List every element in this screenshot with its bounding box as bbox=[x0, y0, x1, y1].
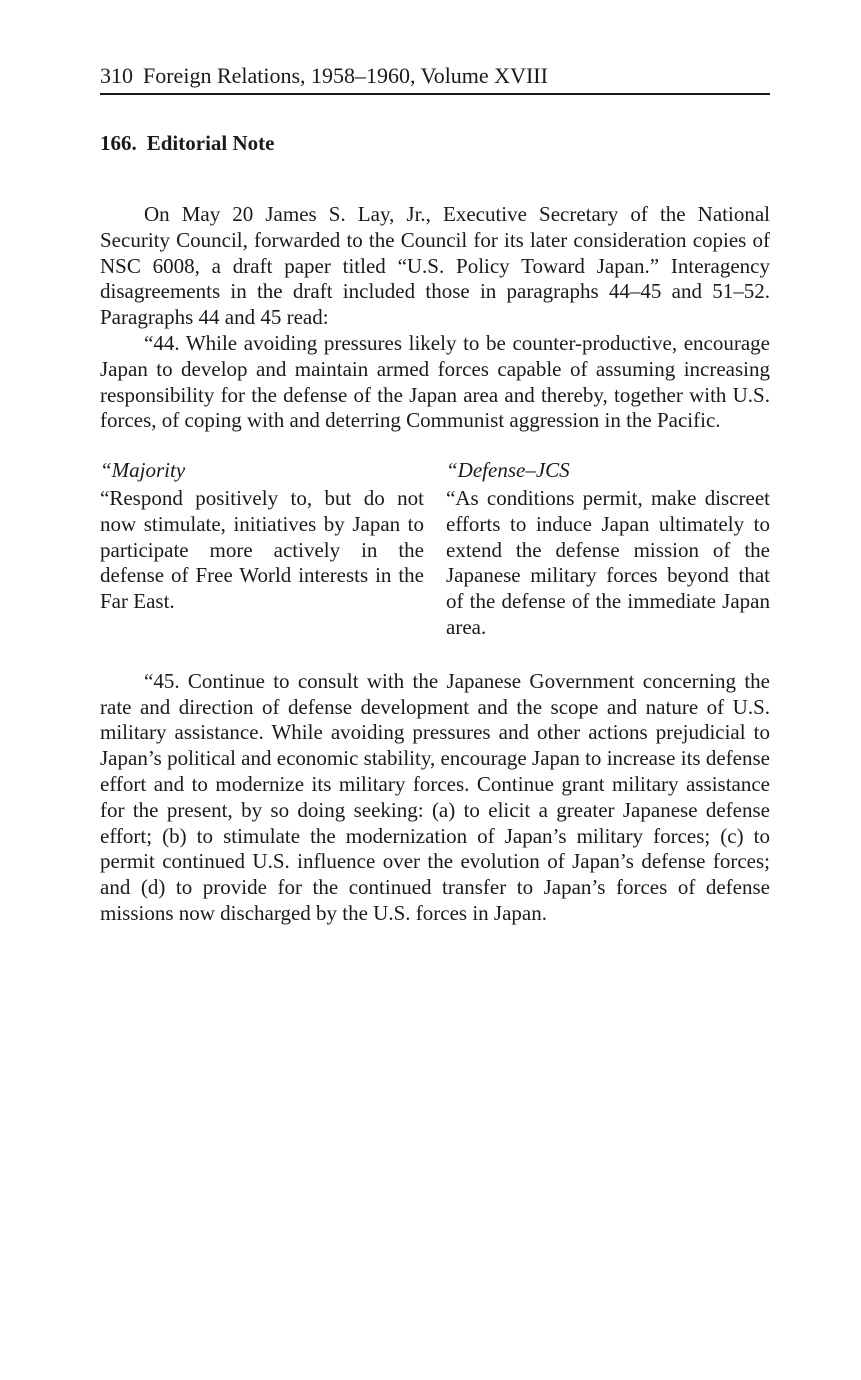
document-page bbox=[100, 62, 770, 927]
intro-paragraph: On May 20 James S. Lay, Jr., Executive Secretary of the National Security Council, forwarded to the Council for its later consideration copies of NSC 6008, a draft paper titled “U.S. Policy Toward Japan.” Interagency disagreements in the draft included those in paragraphs 44–45 and 51–52. Paragraphs 44 and 45 read: bbox=[100, 202, 770, 330]
running-head bbox=[100, 62, 770, 95]
document-title: Editorial Note bbox=[146, 131, 275, 155]
majority-text: “Respond positively to, but do not now stimulate, initiatives by Japan to participate more actively in the defense of Free World interests in the Far East. bbox=[100, 485, 424, 614]
majority-column bbox=[100, 458, 424, 641]
document-number: 166. bbox=[100, 131, 137, 155]
majority-label: “Majority bbox=[100, 458, 186, 483]
defense-jcs-text: “As conditions permit, make discreet efforts to induce Japan ultimately to extend the defense mission of the Japanese military forces beyond that of the defense of the immediate Japan area. bbox=[446, 485, 770, 639]
paragraph-44: “44. While avoiding pressures likely to be counter-productive, encourage Japan to develop and maintain armed forces capable of assuming increasing responsibility for the defense of the Japan area and thereby, together with U.S. forces, of coping with and deterring Communist aggression in the Pacific. bbox=[100, 330, 770, 433]
defense-jcs-column bbox=[446, 458, 770, 641]
page-number: 310 bbox=[100, 63, 133, 88]
document-body bbox=[100, 202, 770, 927]
volume-title: Foreign Relations, 1958–1960, Volume XVIII bbox=[143, 63, 548, 88]
split-positions bbox=[100, 458, 770, 641]
document-heading bbox=[100, 129, 770, 157]
paragraph-45: “45. Continue to consult with the Japanese Government concerning the rate and direction of defense development and the scope and nature of U.S. military assistance. While avoiding pressures and other actions prejudicial to Japan’s political and economic stability, encourage Japan to increase its defense effort and to modernize its military forces. Continue grant military assistance for the present, by so doing seeking: (a) to elicit a greater Japanese defense effort; (b) to stimulate the modernization of Japan’s military forces; (c) to permit continued U.S. influence over the evolution of Japan’s defense forces; and (d) to provide for the continued transfer to Japan’s forces of defense missions now discharged by the U.S. forces in Japan. bbox=[100, 668, 770, 925]
defense-jcs-label: “Defense–JCS bbox=[446, 458, 570, 483]
